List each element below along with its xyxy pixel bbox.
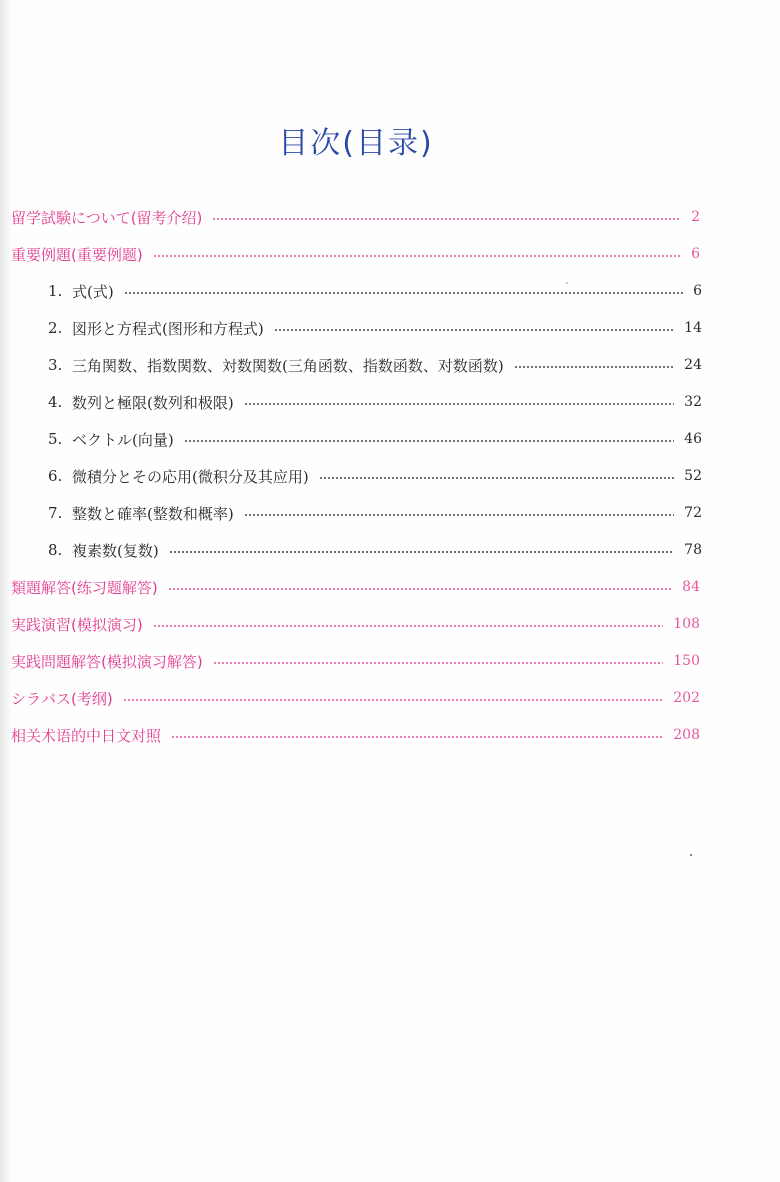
toc-entry-label: 三角関数、指数関数、対数関数(三角函数、指数函数、对数函数) xyxy=(72,356,504,375)
dot-leader xyxy=(123,699,664,701)
print-speck xyxy=(566,282,568,284)
toc-entry-glossary[interactable] xyxy=(11,722,700,748)
dot-leader xyxy=(124,292,683,294)
toc-entry-page: 150 xyxy=(673,653,700,669)
toc-entry-number: 7. xyxy=(48,504,63,522)
toc-entry-page: 72 xyxy=(684,505,702,521)
toc-entry-page: 46 xyxy=(684,431,702,447)
toc-entry-page: 32 xyxy=(684,394,702,410)
toc-subentry-complex-numbers[interactable] xyxy=(48,537,702,563)
toc-entry-label: シラバス(考纲) xyxy=(11,689,113,708)
toc-entry-label: 重要例題(重要例题) xyxy=(11,245,143,264)
toc-entry-number: 8. xyxy=(48,541,63,559)
toc-subentry-sequences-limits[interactable] xyxy=(48,389,702,415)
toc-entry-label: 留学試験について(留考介绍) xyxy=(11,208,203,227)
dot-leader xyxy=(514,366,674,368)
toc-entry-label: 類題解答(练习题解答) xyxy=(11,578,158,597)
toc-subentry-expressions[interactable] xyxy=(48,278,702,304)
toc-entry-label: 相关术语的中日文对照 xyxy=(11,726,162,745)
toc-entry-number: 5. xyxy=(48,430,63,448)
dot-leader xyxy=(244,403,674,405)
toc-entry-page: 14 xyxy=(684,320,702,336)
toc-entry-exercise-answers[interactable] xyxy=(11,574,700,600)
toc-entry-page: 2 xyxy=(691,209,700,225)
dot-leader xyxy=(171,736,663,738)
toc-entry-number: 1. xyxy=(48,282,63,300)
toc-entry-label: 図形と方程式(图形和方程式) xyxy=(72,319,264,338)
dot-leader xyxy=(153,255,681,257)
dot-leader xyxy=(319,477,674,479)
toc-entry-label: 実践演習(模拟演习) xyxy=(11,615,143,634)
toc-entry-practice-answers[interactable] xyxy=(11,648,700,674)
toc-entry-page: 6 xyxy=(693,283,702,299)
dot-leader xyxy=(244,514,674,516)
dot-leader xyxy=(274,329,674,331)
toc-entry-number: 2. xyxy=(48,319,63,337)
toc-entry-page: 108 xyxy=(673,616,700,632)
dot-leader xyxy=(169,551,674,553)
page-title: 目次(目录) xyxy=(278,126,434,161)
dot-leader xyxy=(184,440,674,442)
dot-leader xyxy=(168,588,672,590)
toc-subentry-vectors[interactable] xyxy=(48,426,702,452)
toc-entry-page: 24 xyxy=(684,357,702,373)
toc-subentry-calculus[interactable] xyxy=(48,463,702,489)
toc-entry-page: 52 xyxy=(684,468,702,484)
toc-entry-label: 整数と確率(整数和概率) xyxy=(72,504,234,523)
toc-entry-label: ベクトル(向量) xyxy=(72,430,174,449)
toc-subentry-integers-probability[interactable] xyxy=(48,500,702,526)
toc-entry-page: 84 xyxy=(682,579,700,595)
print-speck xyxy=(690,854,692,856)
dot-leader xyxy=(153,625,664,627)
dot-leader xyxy=(213,662,664,664)
toc-entry-page: 78 xyxy=(684,542,702,558)
toc-subentry-figures-equations[interactable] xyxy=(48,315,702,341)
toc-entry-number: 6. xyxy=(48,467,63,485)
toc-entry-label: 実践問題解答(模拟演习解答) xyxy=(11,652,203,671)
toc-entry-exam-intro[interactable] xyxy=(11,204,700,230)
toc-entry-practice[interactable] xyxy=(11,611,700,637)
toc-entry-key-examples[interactable] xyxy=(11,241,700,267)
toc-entry-page: 202 xyxy=(673,690,700,706)
toc-entry-syllabus[interactable] xyxy=(11,685,700,711)
toc-entry-label: 数列と極限(数列和极限) xyxy=(72,393,234,412)
toc-entry-label: 微積分とその応用(微积分及其应用) xyxy=(72,467,309,486)
toc-subentry-functions[interactable] xyxy=(48,352,702,378)
toc-entry-label: 式(式) xyxy=(72,282,114,301)
dot-leader xyxy=(212,218,681,220)
toc-entry-number: 3. xyxy=(48,356,63,374)
toc-entry-page: 6 xyxy=(691,246,700,262)
toc-entry-label: 複素数(复数) xyxy=(72,541,159,560)
toc-entry-number: 4. xyxy=(48,393,63,411)
toc-entry-page: 208 xyxy=(673,727,700,743)
